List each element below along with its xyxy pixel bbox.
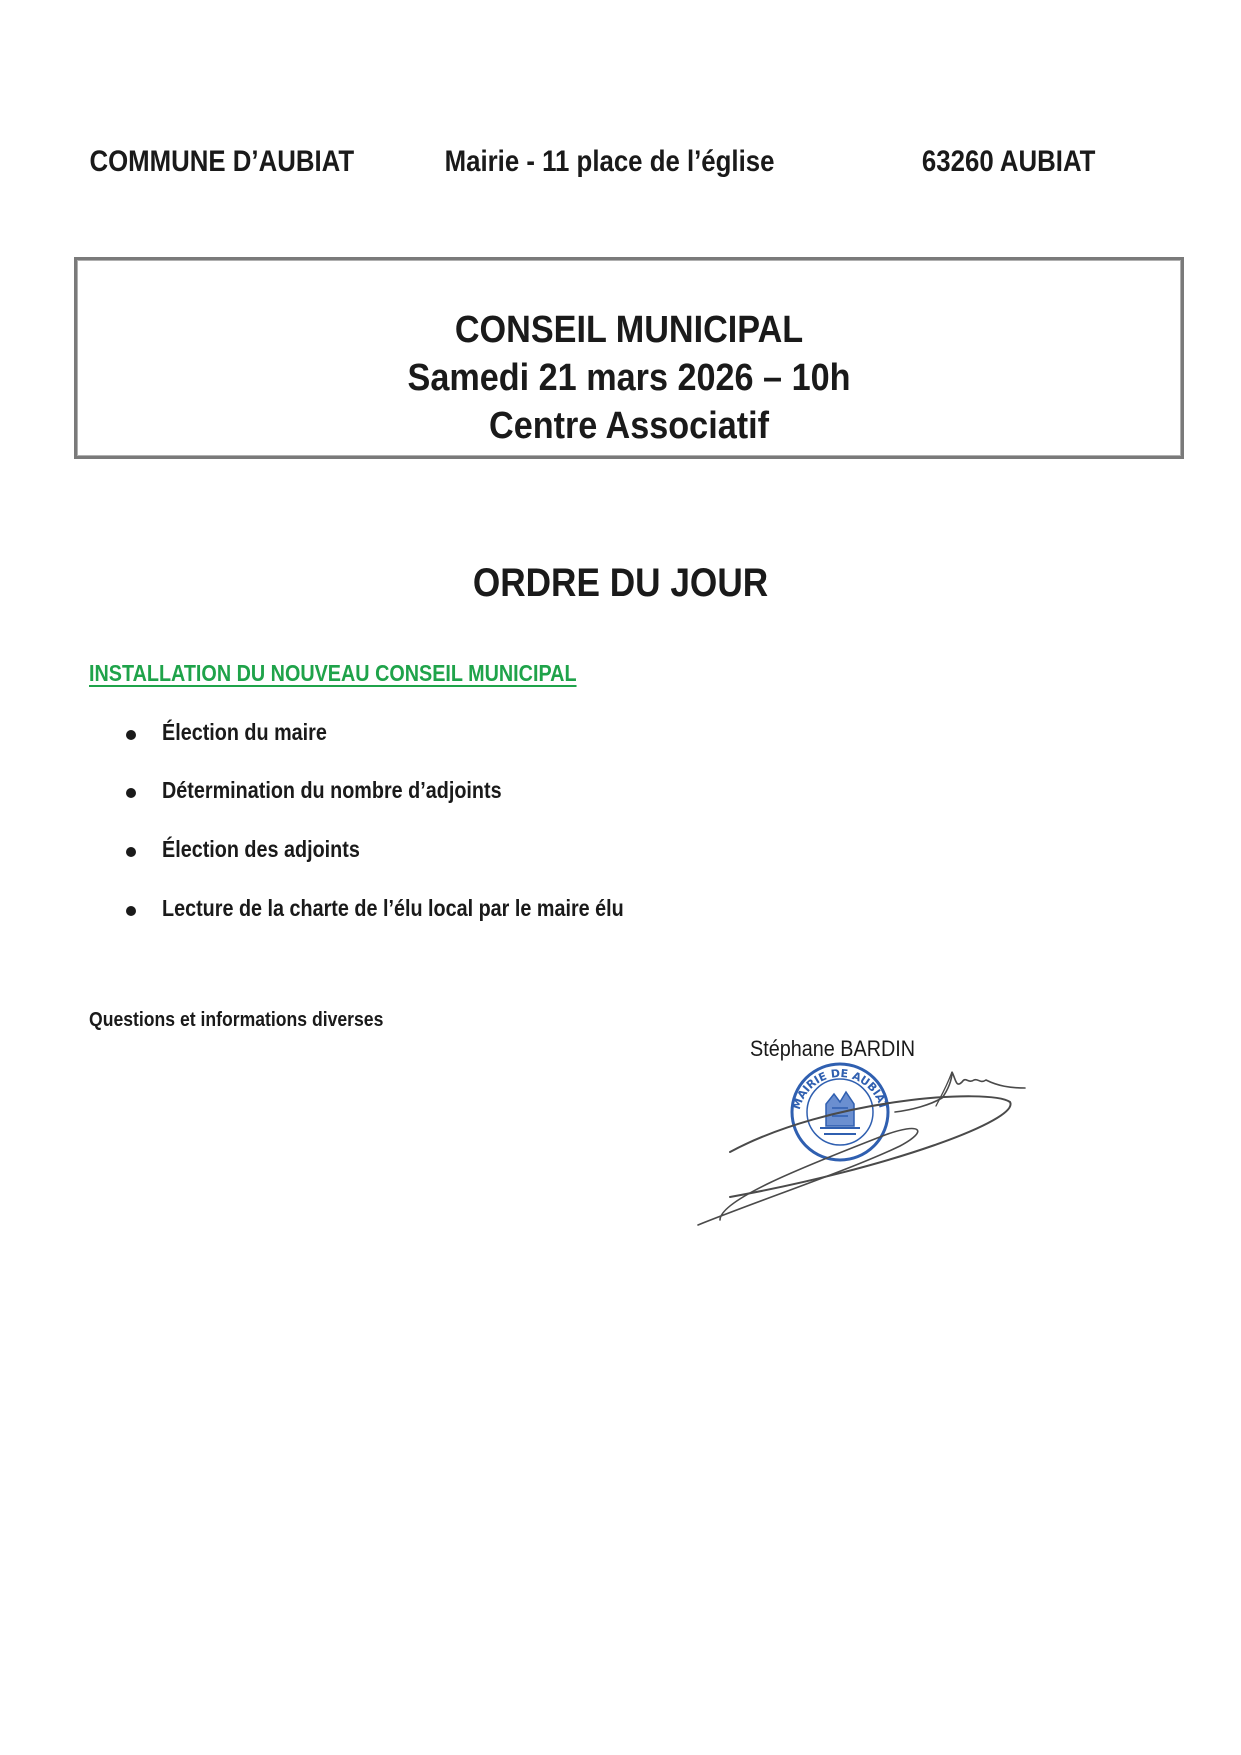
meeting-location: Centre Associatif [488, 405, 770, 447]
agenda-item [0, 777, 900, 817]
commune-name: COMMUNE D’AUBIAT [89, 145, 355, 178]
agenda-item-text: Élection du maire [162, 719, 327, 745]
postal-city: 63260 AUBIAT [921, 145, 1096, 178]
questions-line: Questions et informations diverses [89, 1009, 384, 1031]
letterhead [0, 145, 1096, 185]
meeting-title: CONSEIL MUNICIPAL [454, 309, 804, 351]
agenda-heading: ORDRE DU JOUR [472, 561, 769, 605]
svg-text:MAIRIE DE AUBIAT: MAIRIE DE AUBIAT [789, 1066, 891, 1112]
bullet-icon [126, 906, 136, 916]
mairie-address: Mairie - 11 place de l’église [444, 145, 775, 178]
agenda-item [0, 719, 900, 759]
bullet-icon [126, 847, 136, 857]
agenda-item [0, 895, 900, 935]
signatory-name: Stéphane BARDIN [750, 1036, 916, 1061]
agenda-item-text: Élection des adjoints [162, 836, 360, 862]
agenda-item [0, 836, 900, 876]
bullet-icon [126, 730, 136, 740]
agenda-item-text: Détermination du nombre d’adjoints [162, 777, 502, 803]
bullet-icon [126, 788, 136, 798]
stamp-and-signature [680, 1050, 1060, 1250]
signature-icon [698, 1072, 1025, 1225]
meeting-date-time: Samedi 21 mars 2026 – 10h [407, 357, 851, 399]
section-title: INSTALLATION DU NOUVEAU CONSEIL MUNICIPAL [89, 660, 577, 686]
meeting-title-box [74, 257, 1184, 459]
agenda-item-text: Lecture de la charte de l’élu local par le maire élu [162, 895, 624, 921]
